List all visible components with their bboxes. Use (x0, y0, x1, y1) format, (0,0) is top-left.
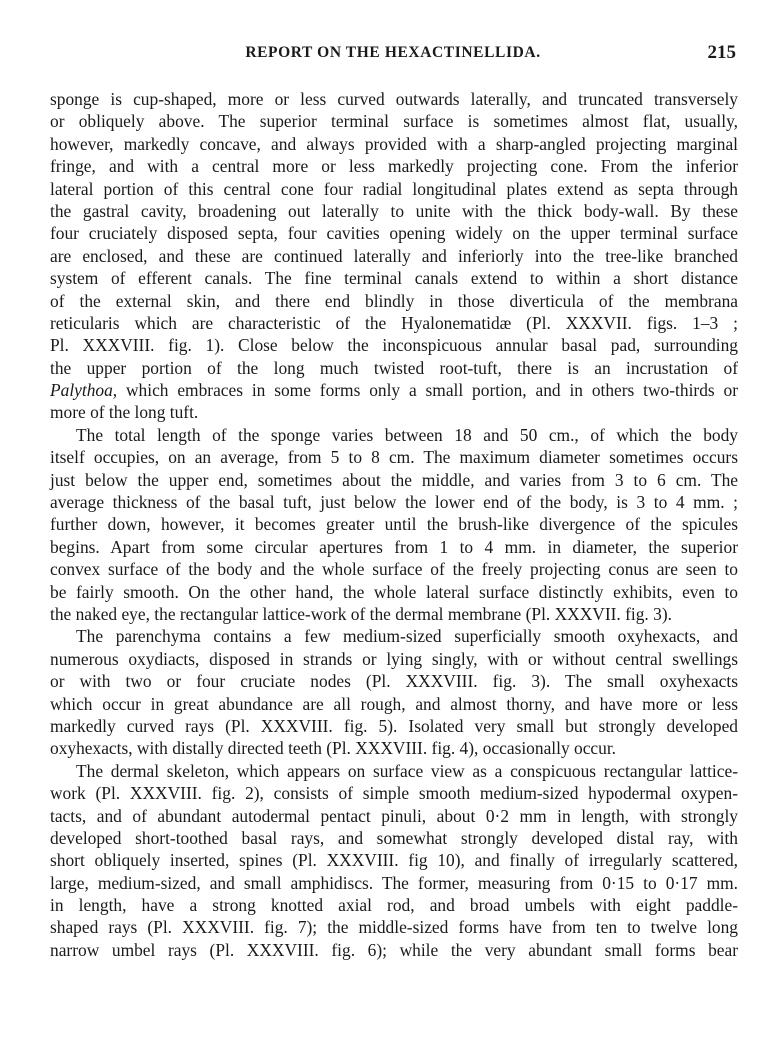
text-line: begins. Apart from some circular apertures from 1 to 4 mm. in diameter, the superior (50, 536, 738, 557)
text-line: the gastral cavity, broadening out laterally to unite with the thick body-wall. By these (50, 200, 738, 221)
text-line: itself occupies, on an average, from 5 to 8 cm. The maximum diameter sometimes occurs (50, 447, 738, 468)
text-line: or with two or four cruciate nodes (Pl. XXXVIII. fig. 3). The small oxyhexacts (50, 671, 738, 692)
text-line: be fairly smooth. On the other hand, the whole lateral surface distinctly exhibits, even to (50, 581, 738, 602)
text-line: are enclosed, and these are continued laterally and inferiorly into the tree-like branched (50, 245, 738, 266)
text-line: convex surface of the body and the whole surface of the freely projecting conus are seen to (50, 559, 738, 580)
text-line: The total length of the sponge varies between 18 and 50 cm., of which the body (76, 424, 738, 445)
paragraph (50, 88, 738, 424)
text-line: in length, have a strong knotted axial rod, and broad umbels with eight paddle- (50, 895, 738, 916)
text-line: The parenchyma contains a few medium-sized superficially smooth oxyhexacts, and (76, 626, 738, 647)
text-line: shaped rays (Pl. XXXVIII. fig. 7); the middle-sized forms have from ten to twelve long (50, 917, 738, 938)
paragraph (50, 424, 738, 626)
text-line: work (Pl. XXXVIII. fig. 2), consists of simple smooth medium-sized hypodermal oxypen- (50, 783, 738, 804)
text-line: oxyhexacts, with distally directed teeth (Pl. XXXVIII. fig. 4), occasionally occur. (50, 738, 617, 759)
text-line: just below the upper end, sometimes about the middle, and varies from 3 to 6 cm. The (50, 469, 738, 490)
text-line: Pl. XXXVIII. fig. 1). Close below the inconspicuous annular basal pad, surrounding (50, 335, 738, 356)
text-line: fringe, and with a central more or less markedly projecting cone. From the inferior (50, 156, 738, 177)
italic-taxon: Palythoa (50, 380, 113, 401)
page-header (50, 44, 736, 68)
text-line: Palythoa, which embraces in some forms only a small portion, and in others two-thirds or (50, 380, 738, 401)
text-line: narrow umbel rays (Pl. XXXVIII. fig. 6); while the very abundant small forms bear (50, 939, 738, 960)
text-line: or obliquely above. The superior terminal surface is sometimes almost flat, usually, (50, 111, 738, 132)
text-line: short obliquely inserted, spines (Pl. XXXVIII. fig 10), and finally of irregularly scattered, (50, 850, 738, 871)
text-line: the naked eye, the rectangular lattice-work of the dermal membrane (Pl. XXXVII. fig. 3). (50, 603, 672, 624)
text-line: developed short-toothed basal rays, and somewhat strongly developed distal ray, with (50, 827, 738, 848)
text-line: four cruciately disposed septa, four cavities opening widely on the upper terminal surface (50, 223, 738, 244)
page-number: 215 (707, 42, 736, 63)
text-line: sponge is cup-shaped, more or less curved outwards laterally, and truncated transversely (50, 89, 738, 109)
text-line: The dermal skeleton, which appears on surface view as a conspicuous rectangular lattice- (76, 760, 738, 781)
text-line: reticularis which are characteristic of the Hyalonematidæ (Pl. XXXVII. figs. 1–3 ; (50, 312, 738, 333)
text-line: the upper portion of the long much twisted root-tuft, there is an incrustation of (50, 357, 738, 378)
paragraph (50, 760, 738, 962)
paragraph (50, 625, 738, 759)
text-line: system of efferent canals. The fine terminal canals extend to within a short distance (50, 268, 738, 289)
text-line: numerous oxydiacts, disposed in strands or lying singly, with or without central swellings (50, 648, 738, 669)
text-line: tacts, and of abundant autodermal pentact pinuli, about 0·2 mm in length, with strongly (50, 805, 738, 826)
text-line: large, medium-sized, and small amphidiscs. The former, measuring from 0·15 to 0·17 mm. (50, 872, 738, 893)
text-line: however, markedly concave, and always provided with a sharp-angled projecting marginal (50, 133, 738, 154)
text-line: markedly curved rays (Pl. XXXVIII. fig. 5). Isolated very small but strongly developed (50, 715, 738, 736)
text-line: more of the long tuft. (50, 402, 199, 423)
body-text (50, 88, 738, 961)
running-title: REPORT ON THE HEXACTINELLIDA. (245, 44, 541, 61)
text-line: which occur in great abundance are all rough, and almost thorny, and have more or less (50, 693, 738, 714)
text-line: average thickness of the basal tuft, just below the lower end of the body, is 3 to 4 mm. ; (50, 492, 738, 513)
text-line: further down, however, it becomes greater until the brush-like divergence of the spicules (50, 514, 738, 535)
text-line: of the external skin, and there end blindly in those diverticula of the membrana (50, 290, 738, 311)
text-line: lateral portion of this central cone four radial longitudinal plates extend as septa through (50, 178, 738, 199)
